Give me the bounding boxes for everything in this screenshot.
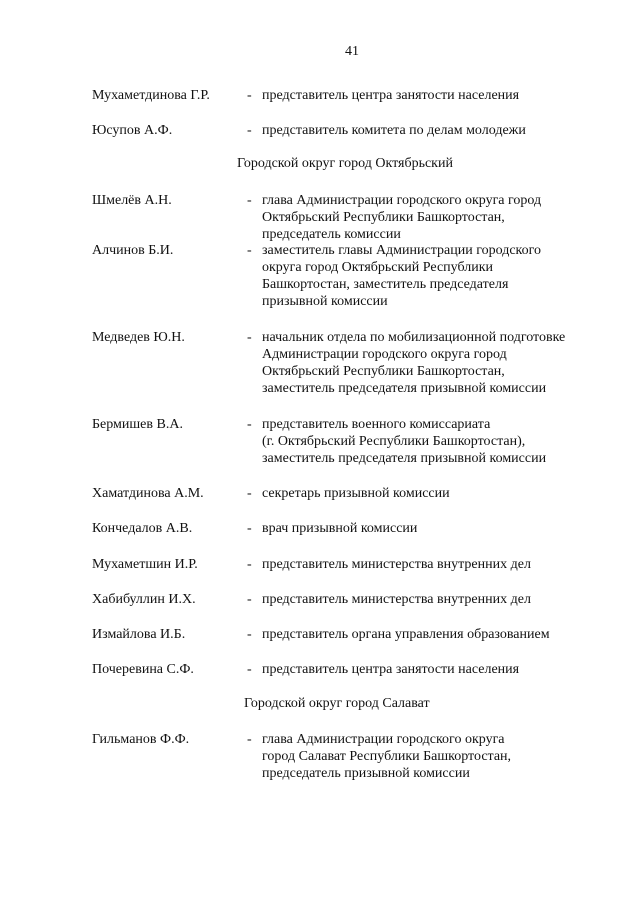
member-role-line: представитель министерства внутренних дел bbox=[262, 557, 531, 572]
member-name: Хабибуллин И.Х. bbox=[92, 592, 196, 607]
member-name: Почеревина С.Ф. bbox=[92, 662, 194, 677]
section-heading-salavat: Городской округ город Салават bbox=[244, 696, 430, 711]
dash-separator: - bbox=[247, 627, 252, 642]
member-role-line: представитель министерства внутренних дел bbox=[262, 592, 531, 607]
member-name: Мухаметшин И.Р. bbox=[92, 557, 198, 572]
dash-separator: - bbox=[247, 417, 252, 432]
member-name: Хаматдинова А.М. bbox=[92, 486, 204, 501]
member-role-line: представитель комитета по делам молодежи bbox=[262, 123, 526, 138]
member-name: Гильманов Ф.Ф. bbox=[92, 732, 190, 747]
member-role bbox=[262, 661, 622, 678]
section-heading-oktyabrsky: Городской округ город Октябрьский bbox=[237, 156, 453, 171]
member-role-line: Администрации городского округа город bbox=[262, 347, 507, 362]
dash-separator: - bbox=[247, 330, 252, 345]
dash-separator: - bbox=[247, 521, 252, 536]
member-role-line: город Салават Республики Башкортостан, bbox=[262, 749, 512, 764]
dash-separator: - bbox=[247, 486, 252, 501]
member-role-line: представитель военного комиссариата bbox=[262, 417, 491, 432]
member-role bbox=[262, 485, 622, 502]
member-role bbox=[262, 122, 622, 139]
dash-separator: - bbox=[247, 557, 252, 572]
member-role bbox=[262, 520, 622, 537]
member-role-line: представитель центра занятости населения bbox=[262, 88, 520, 103]
member-role-line: председатель призывной комиссии bbox=[262, 766, 470, 781]
dash-separator: - bbox=[247, 732, 252, 747]
member-role-line: врач призывной комиссии bbox=[262, 521, 418, 536]
member-role-line: заместитель председателя призывной комиссии bbox=[262, 381, 547, 396]
member-role bbox=[262, 731, 622, 782]
member-name: Медведев Ю.Н. bbox=[92, 330, 185, 345]
member-role-line: начальник отдела по мобилизационной подготовке bbox=[262, 330, 566, 345]
member-role bbox=[262, 591, 622, 608]
member-role-line: председатель комиссии bbox=[262, 227, 401, 242]
member-role-line: глава Администрации городского округа город bbox=[262, 193, 542, 208]
member-role bbox=[262, 329, 622, 397]
member-role-line: секретарь призывной комиссии bbox=[262, 486, 450, 501]
member-name: Алчинов Б.И. bbox=[92, 243, 174, 258]
member-role-line: (г. Октябрьский Республики Башкортостан), bbox=[262, 434, 526, 449]
member-role-line: представитель центра занятости населения bbox=[262, 662, 520, 677]
member-name: Кончедалов А.В. bbox=[92, 521, 193, 536]
member-name: Измайлова И.Б. bbox=[92, 627, 186, 642]
member-role bbox=[262, 87, 622, 104]
member-name: Бермишев В.А. bbox=[92, 417, 183, 432]
dash-separator: - bbox=[247, 243, 252, 258]
dash-separator: - bbox=[247, 123, 252, 138]
dash-separator: - bbox=[247, 88, 252, 103]
member-role-line: призывной комиссии bbox=[262, 294, 388, 309]
member-role bbox=[262, 626, 622, 643]
member-role-line: округа город Октябрьский Республики bbox=[262, 260, 494, 275]
member-role-line: представитель органа управления образованием bbox=[262, 627, 550, 642]
member-name: Шмелёв А.Н. bbox=[92, 193, 172, 208]
member-role-line: заместитель председателя призывной комиссии bbox=[262, 451, 547, 466]
member-role-line: Октябрьский Республики Башкортостан, bbox=[262, 364, 505, 379]
member-role-line: Октябрьский Республики Башкортостан, bbox=[262, 210, 505, 225]
member-role bbox=[262, 556, 622, 573]
member-role bbox=[262, 416, 622, 467]
dash-separator: - bbox=[247, 662, 252, 677]
dash-separator: - bbox=[247, 193, 252, 208]
member-role bbox=[262, 192, 622, 243]
member-role-line: глава Администрации городского округа bbox=[262, 732, 505, 747]
dash-separator: - bbox=[247, 592, 252, 607]
member-name: Мухаметдинова Г.Р. bbox=[92, 88, 210, 103]
member-name: Юсупов А.Ф. bbox=[92, 123, 173, 138]
page-number: 41 bbox=[345, 44, 359, 59]
member-role bbox=[262, 242, 622, 310]
member-role-line: Башкортостан, заместитель председателя bbox=[262, 277, 509, 292]
member-role-line: заместитель главы Администрации городского bbox=[262, 243, 542, 258]
